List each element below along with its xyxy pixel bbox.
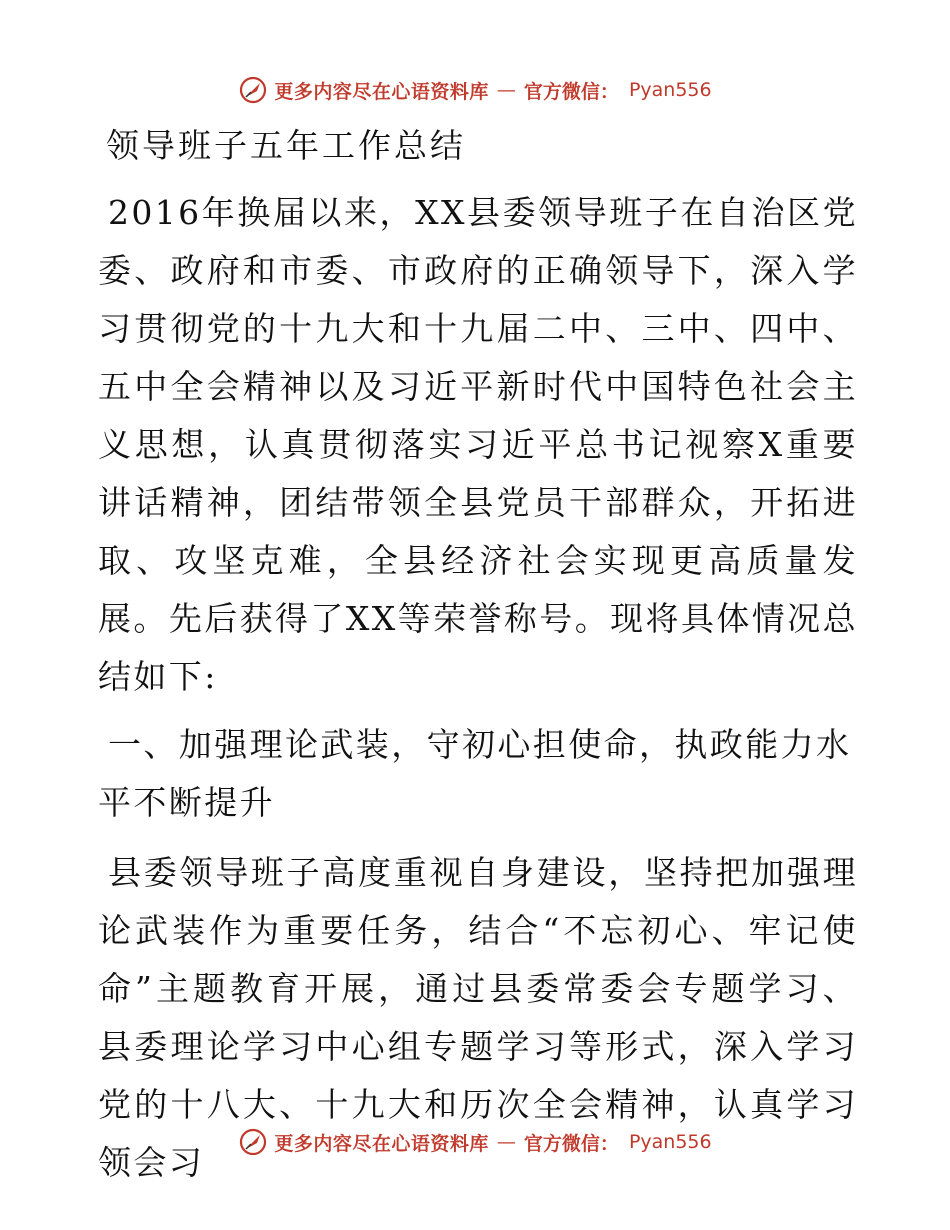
banner-wechat-label: 官方微信： (523, 1132, 619, 1155)
banner-wechat-label: 官方微信： (523, 80, 619, 103)
banner-wechat-id: Pyan556 (628, 1131, 712, 1153)
banner-separator: — (496, 1131, 516, 1153)
banner-text: 更多内容尽在心语资料库 (274, 1132, 489, 1155)
quill-circle-logo-icon (238, 1127, 268, 1157)
banner-text: 更多内容尽在心语资料库 (274, 80, 489, 103)
section-1-heading: 一、加强理论武装，守初心担使命，执政能力水平不断提升 (98, 725, 852, 822)
section-1-paragraph: 县委领导班子高度重视自身建设，坚持把加强理论武装作为重要任务，结合“不忘初心、牢记使命”主题教育开展，通过县委常委会专题学习、县委理论学习中心组专题学习等形式，深入学习党的十八大、十九大和历次全会精神，认真学习领会习 (98, 853, 858, 1182)
banner-separator: — (496, 79, 516, 101)
banner-wechat-id: Pyan556 (628, 79, 712, 101)
document-title: 领导班子五年工作总结 (106, 126, 466, 165)
document-body (98, 122, 858, 1202)
intro-paragraph: 2016年换届以来，XX县委领导班子在自治区党委、政府和市委、市政府的正确领导下，深入学习贯彻党的十九大和十九届二中、三中、四中、五中全会精神以及习近平新时代中国特色社会主义思想，认真贯彻落实习近平总书记视察X重要讲话精神，团结带领全县党员干部群众，开拓进取、攻坚克难，全县经济社会实现更高质量发展。先后获得了XX等荣誉称号。现将具体情况总结如下: (98, 193, 858, 696)
quill-circle-logo-icon (238, 75, 268, 105)
footer-banner (0, 1122, 950, 1162)
header-banner (0, 70, 950, 110)
